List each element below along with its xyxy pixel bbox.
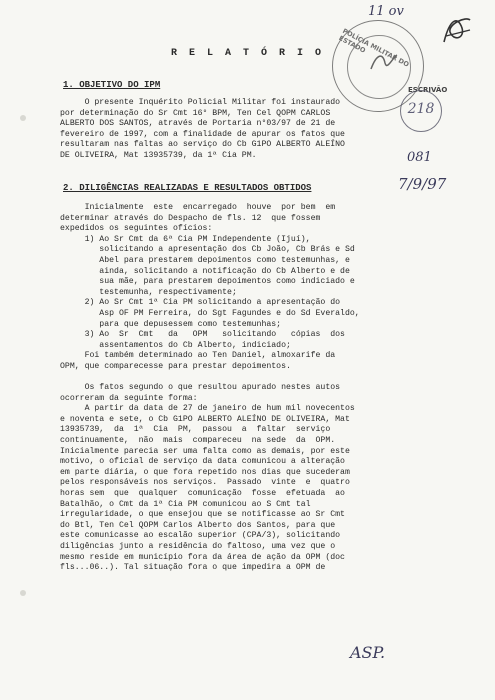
text-line: ocorreram da seguinte forma: <box>60 393 198 403</box>
text-line: em parte diária, o que fora repetido nos dias que sucederam <box>60 467 350 477</box>
text-line: 2) Ao Sr Cmt 1ª Cia PM solicitando a apresentação do <box>60 298 341 308</box>
section-2-body <box>60 203 420 574</box>
text-line: horas sem que qualquer comunicação fosse efetuada ao <box>60 489 345 499</box>
text-line: irregularidade, o que ensejou que se notificasse ao Sr Cmt <box>60 510 345 520</box>
text-line: mesmo reside em município fora da área de ação da OPM (doc <box>60 552 345 562</box>
text-line: este comunicasse ao escalão superior (CPA/3), solicitando <box>60 531 341 541</box>
text-line: Os fatos segundo o que resultou apurado nestes autos <box>60 383 341 393</box>
text-line: DE OLIVEIRA, Mat 13935739, da 1ª Cia PM. <box>60 150 257 160</box>
text-line: 3) Ao Sr Cmt da OPM solicitando cópias dos <box>60 330 345 340</box>
text-line: Inicialmente parecia ser uma falta como as demais, por este <box>60 446 350 456</box>
text-line: expedidos os seguintes ofícios: <box>60 224 213 234</box>
text-line: continuamente, não mais compareceu na sede da OPM. <box>60 436 336 446</box>
text-line: testemunha, respectivamente; <box>60 287 237 297</box>
text-line: motivo, o oficial de serviço da data comunicou a alteração <box>60 457 345 467</box>
text-line: e noventa e sete, o Cb G1PO ALBERTO ALEÍNO DE OLIVEIRA, Mat <box>60 414 350 424</box>
text-line: Abel para prestarem depoimentos como testemunhas, e <box>60 255 350 265</box>
text-line: Foi também determinado ao Ten Daniel, almoxarife da <box>60 351 336 361</box>
section-1-heading: 1. OBJETIVO DO IPM <box>63 80 161 90</box>
text-line <box>60 373 420 384</box>
text-line: fevereiro de 1997, com a finalidade de apurar os fatos que <box>60 129 345 139</box>
text-line: por determinação do Sr Cmt 16° BPM, Ten Cel QOPM CARLOS <box>60 108 331 118</box>
text-line: Asp OF PM Ferreira, do Sgt Fagundes e do Sd Everaldo, <box>60 308 360 318</box>
text-line: do Btl, Ten Cel QOPM Carlos Alberto dos Santos, para que <box>60 520 336 530</box>
text-line: Batalhão, o Cmt da 1ª Cia PM comunicou ao S Cmt tal <box>60 499 311 509</box>
text-line: ainda, solicitando a notificação do Cb Alberto e de <box>60 266 350 276</box>
punch-hole <box>20 590 26 596</box>
text-line: Inicialmente este encarregado houve por bem em <box>60 203 336 212</box>
text-line: pelos responsáveis nos serviços. Passado vinte e quatro <box>60 478 350 488</box>
text-line: diligências junto a residência do faltoso, uma vez que o <box>60 542 336 551</box>
text-line: solicitando a apresentação dos Cb João, Cb Brás e Sd <box>60 245 355 255</box>
text-line: 1) Ao Sr Cmt da 6ª Cia PM Independente (Ijuí), <box>60 234 311 244</box>
text-line: para que depusessem como testemunhas; <box>60 319 282 329</box>
document-title: R E L A T Ó R I O <box>170 48 325 59</box>
text-line: assentamentos do Cb Alberto, indiciado; <box>60 340 291 350</box>
section-2-heading: 2. DILIGÊNCIAS REALIZADAS E RESULTADOS OBTIDOS <box>63 183 312 193</box>
margin-note-2: 7/9/97 <box>398 175 447 193</box>
text-line: A partir da data de 27 de janeiro de hum mil novecentos <box>60 404 355 414</box>
text-line: sua mãe, para prestarem depoimentos como indiciado e <box>60 277 355 287</box>
text-line: fls...06..). Tal situação fora o que impedira a OPM de <box>60 563 326 573</box>
top-right-note: 11 ov <box>368 4 404 19</box>
text-line: determinar através do Despacho de fls. 12 que fossem <box>60 213 321 223</box>
footer-initials: ASP. <box>350 643 386 662</box>
text-line: O presente Inquérito Policial Militar foi instaurado <box>60 98 341 107</box>
text-line: resultaram nas faltas ao serviço do Cb G1PO ALBERTO ALEÍNO <box>60 140 345 150</box>
stamp-label: ESCRIVÃO <box>408 86 448 94</box>
signature-mark <box>440 12 474 48</box>
stamp-text: POLÍCIA MILITAR DO ESTADO <box>337 27 411 69</box>
section-1-body <box>60 98 420 162</box>
punch-hole <box>20 115 26 121</box>
text-line: OPM, que comparecesse para prestar depoimentos. <box>60 361 291 371</box>
text-line: 13935739, da 1ª Cia PM, passou a faltar serviço <box>60 425 331 435</box>
text-line: ALBERTO DOS SANTOS, através de Portaria n°03/97 de 21 de <box>60 119 336 129</box>
page-number: 218 <box>407 101 435 117</box>
margin-note-1: 081 <box>407 150 432 165</box>
